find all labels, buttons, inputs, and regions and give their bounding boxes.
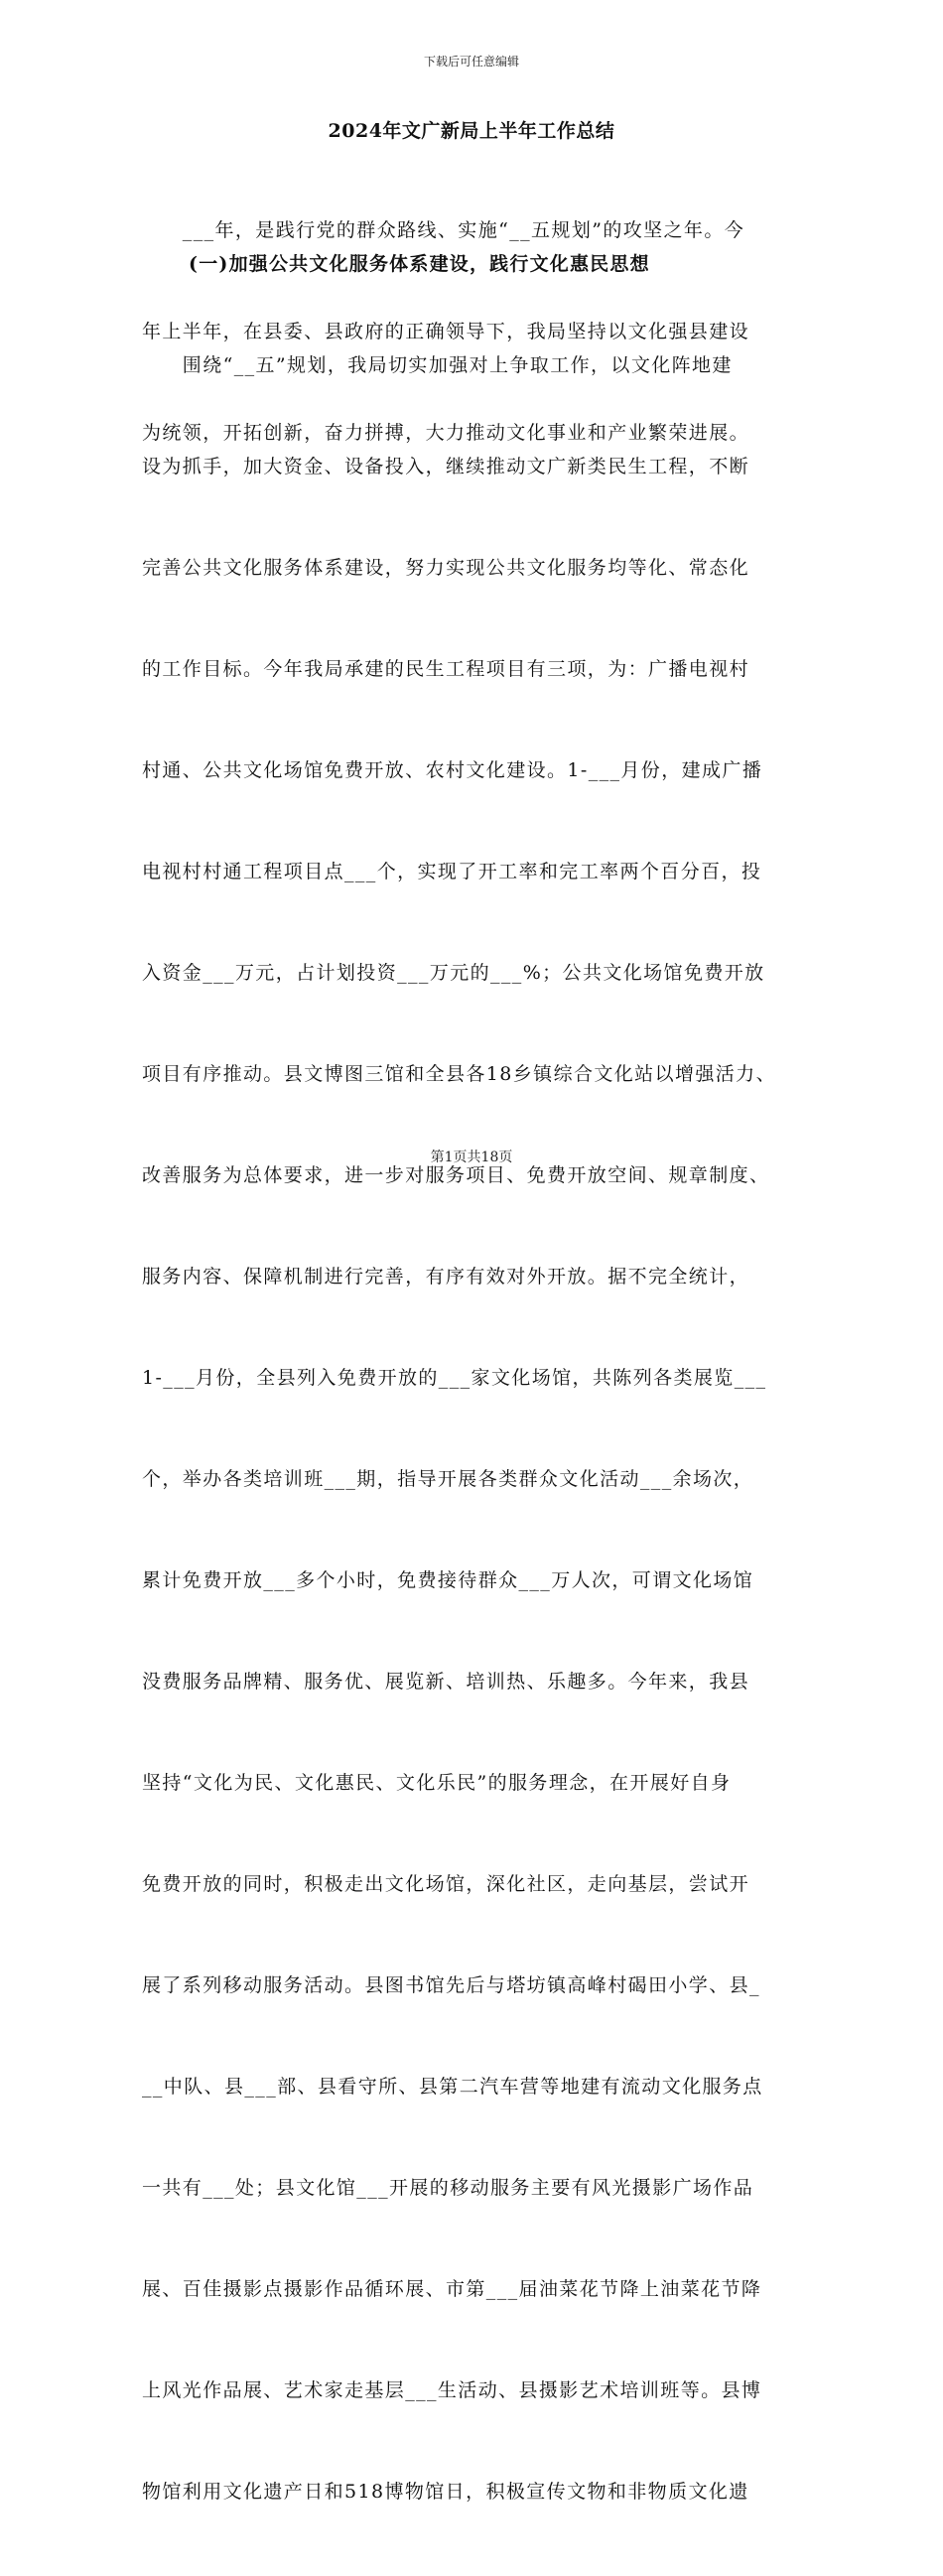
paragraph-line: 完善公共文化服务体系建设，努力实现公共文化服务均等化、常态化 [142,557,750,579]
paragraph-line: 没费服务品牌精、服务优、展览新、培训热、乐趣多。今年来，我县 [142,1671,750,1693]
paragraph-line: 展了系列移动服务活动。县图书馆先后与塔坊镇高峰村碣田小学、县_ [142,1974,760,1996]
paragraph-line: 坚持“文化为民、文化惠民、文化乐民”的服务理念，在开展好自身 [142,1772,732,1794]
paragraph-line: 累计免费开放___多个小时，免费接待群众___万人次，可谓文化场馆 [142,1569,754,1591]
paragraph-line: 年上半年，在县委、县政府的正确领导下，我局坚持以文化强县建设 [142,321,750,342]
page-footer: 第1页共18页 [430,1150,513,1165]
paragraph-line: ___年，是践行党的群众路线、实施“__五规划”的攻坚之年。今 [142,219,745,241]
paragraph-line: __中队、县___部、县看守所、县第二汽车营等地建有流动文化服务点 [142,2076,763,2098]
section-heading: (一)加强公共文化服务体系建设，践行文化惠民思想 [189,253,650,275]
section-paragraph [142,281,805,2576]
paragraph-line: 上风光作品展、艺术家走基层___生活动、县摄影艺术培训班等。县博 [142,2379,762,2401]
paragraph-line: 展、百佳摄影点摄影作品循环展、市第___届油菜花节降上油菜花节降 [142,2278,762,2300]
paragraph-line: 入资金___万元，占计划投资___万元的___%；公共文化场馆免费开放 [142,962,765,984]
paragraph-line: 一共有___处；县文化馆___开展的移动服务主要有风光摄影广场作品 [142,2177,754,2199]
document-title: 2024年文广新局上半年工作总结 [328,120,615,142]
paragraph-line: 物馆利用文化遗产日和518博物馆日，积极宣传文物和非物质文化遗 [142,2481,749,2503]
header-note: 下载后可任意编辑 [423,55,519,68]
paragraph-line: 的工作目标。今年我局承建的民生工程项目有三项，为：广播电视村 [142,658,750,680]
paragraph-line: 服务内容、保障机制进行完善，有序有效对外开放。据不完全统计， [142,1266,750,1288]
paragraph-line: 免费开放的同时，积极走出文化场馆，深化社区，走向基层，尝试开 [142,1873,750,1895]
paragraph-line: 项目有序推动。县文博图三馆和全县各18乡镇综合文化站以增强活力、 [142,1063,776,1085]
paragraph-line: 个，举办各类培训班___期，指导开展各类群众文化活动___余场次， [142,1468,754,1490]
paragraph-line: 改善服务为总体要求，进一步对服务项目、免费开放空间、规章制度、 [142,1164,770,1186]
paragraph-line: 围绕“__五”规划，我局切实加强对上争取工作，以文化阵地建 [142,354,733,376]
paragraph-line: 电视村村通工程项目点___个，实现了开工率和完工率两个百分百，投 [142,861,762,882]
paragraph-line: 为统领，开拓创新，奋力拼搏，大力推动文化事业和产业繁荣进展。 [142,422,750,444]
paragraph-line: 村通、公共文化场馆免费开放、农村文化建设。1-___月份，建成广播 [142,759,763,781]
paragraph-line: 设为抓手，加大资金、设备投入，继续推动文广新类民生工程，不断 [142,456,750,477]
paragraph-line: 1-___月份，全县列入免费开放的___家文化场馆，共陈列各类展览___ [142,1367,767,1389]
